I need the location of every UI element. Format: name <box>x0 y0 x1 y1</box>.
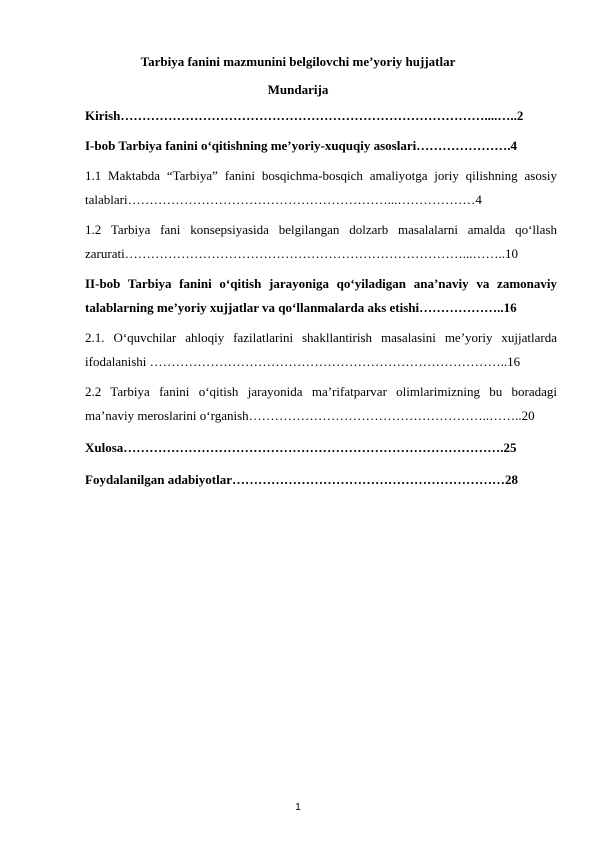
toc-entry-section-1-1: 1.1 Maktabda “Tarbiya” fanini bosqichma-bosqich amaliyotga joriy qilishning asosiy talablari……………………………………………………...………………4 <box>85 168 557 207</box>
document-title: Tarbiya fanini mazmunini belgilovchi me’yoriy hujjatlar <box>140 54 456 69</box>
table-of-contents <box>85 104 557 492</box>
toc-entry-introduction: Kirish…………………………………………………………………………....…..2 <box>85 108 524 123</box>
toc-entry-section-2-1: 2.1. O‘quvchilar ahloqiy fazilatlarini shakllantirish masalasini me’yoriy xujjatlarda ifodalanishi ………………………………………………………………………..16 <box>85 330 557 369</box>
toc-entry-section-2-2: 2.2 Tarbiya fanini o‘qitish jarayonida ma’rifatparvar olimlarimizning bu boradagi ma’naviy meroslarini o‘rganish………………………………………………..……..20 <box>85 384 557 423</box>
contents-heading: Mundarija <box>267 82 329 97</box>
toc-entry-conclusion: Xulosa…………………………………………………………………………….25 <box>85 440 517 455</box>
toc-entry-references: Foydalanilgan adabiyotlar………………………………………………………28 <box>85 472 518 487</box>
page-number: 1 <box>295 802 301 813</box>
toc-entry-chapter-2: II-bob Tarbiya fanini o‘qitish jarayoniga qo‘yiladigan ana’naviy va zamonaviy talablarning me’yoriy xujjatlar va qo‘llanmalarda aks etishi………………..16 <box>85 276 557 315</box>
toc-entry-section-1-2: 1.2 Tarbiya fani konsepsiyasida belgilangan dolzarb masalalarni amalda qo‘llash zarurati……………………………………………………………………...……..10 <box>85 222 557 261</box>
toc-entry-chapter-1: I-bob Tarbiya fanini o‘qitishning me’yoriy-xuquqiy asoslari………………….4 <box>85 138 517 153</box>
